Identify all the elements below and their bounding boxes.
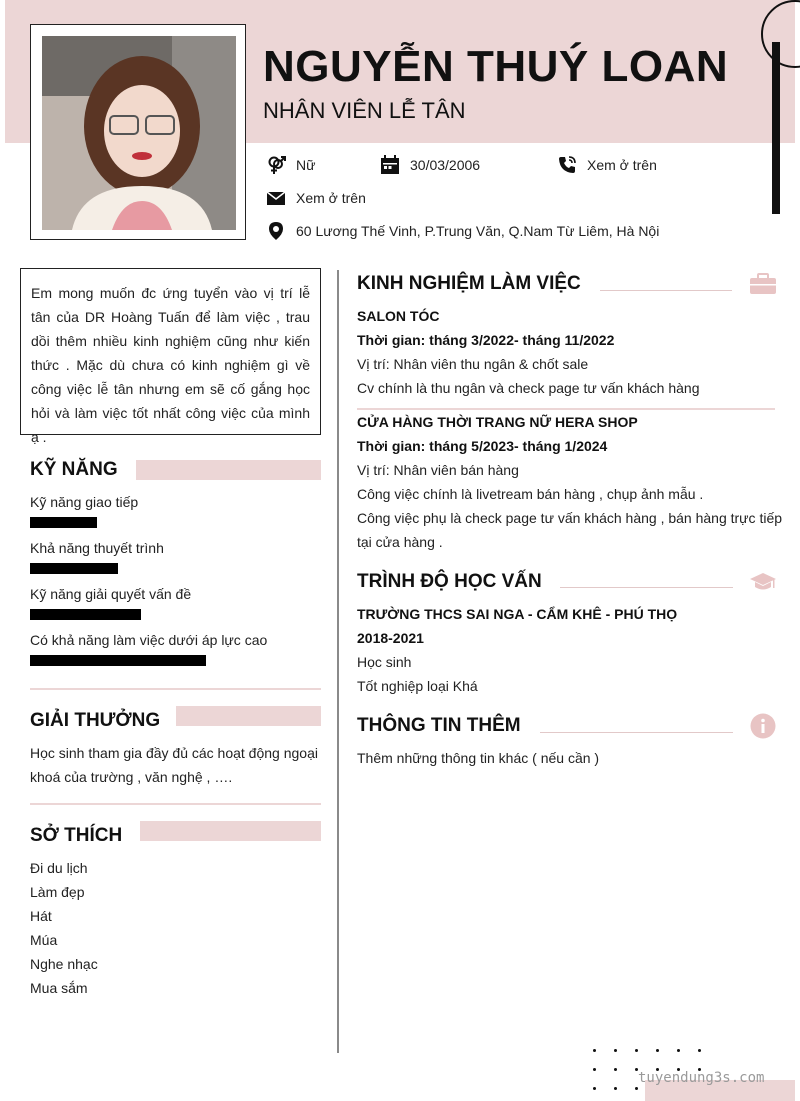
awards-title-bar	[176, 706, 321, 726]
job-detail: Công việc chính là livetream bán hàng , chụp ảnh mẫu .	[357, 486, 704, 502]
skill-level-bar	[30, 563, 118, 574]
skill-label: Khả năng thuyết trình	[30, 540, 164, 556]
job-detail: tại cửa hàng .	[357, 534, 443, 550]
hobby-item: Hát	[30, 908, 52, 924]
job-title: NHÂN VIÊN LỄ TÂN	[263, 98, 466, 123]
additional-info-text: Thêm những thông tin khác ( nếu cần )	[357, 750, 600, 766]
column-divider	[337, 270, 339, 1053]
hobby-item: Nghe nhạc	[30, 956, 98, 972]
phone-icon	[557, 155, 577, 175]
job-divider	[357, 408, 775, 410]
job-detail: Cv chính là thu ngân và check page tư vấn khách hàng	[357, 380, 700, 396]
hobby-item: Mua sắm	[30, 980, 88, 996]
job-period: Thời gian: tháng 5/2023- tháng 1/2024	[357, 438, 608, 454]
birthday-value: 30/03/2006	[410, 157, 481, 173]
awards-line: khoá của trường , văn nghệ , ….	[30, 769, 233, 785]
gender-item	[266, 155, 315, 175]
additional-info-title-line	[540, 732, 733, 733]
profile-photo	[42, 36, 236, 230]
info-icon	[750, 713, 776, 739]
hobby-item: Đi du lịch	[30, 860, 88, 876]
awards-title: GIẢI THƯỞNG	[30, 710, 161, 731]
location-pin-icon	[266, 221, 286, 241]
hobby-item: Làm đẹp	[30, 884, 85, 900]
phone-value: Xem ở trên	[587, 157, 657, 173]
job-detail: Công việc phụ là check page tư vấn khách hàng , bán hàng trực tiếp	[357, 510, 783, 526]
career-objective: Em mong muốn đc ứng tuyển vào vị trí lễ tân của DR Hoàng Tuấn để làm việc , trau dồi thêm nhiều kinh nghiệm cũng như kiến thức . Mặc dù chưa có kinh nghiệm gì về công việc lễ tân nhưng em sẽ cố gắng học hỏi và làm việc tốt nhất công việc của mình ạ .	[20, 268, 321, 435]
skill-label: Có khả năng làm việc dưới áp lực cao	[30, 632, 268, 648]
job-company: CỬA HÀNG THỜI TRANG NỮ HERA SHOP	[357, 414, 638, 430]
job-detail: Vị trí: Nhân viên bán hàng	[357, 462, 519, 478]
address-item	[266, 221, 659, 241]
email-value: Xem ở trên	[296, 190, 366, 206]
education-detail: Học sinh	[357, 654, 412, 670]
experience-title-line	[600, 290, 732, 291]
skill-label: Kỹ năng giải quyết vấn đề	[30, 586, 192, 602]
hobby-item: Múa	[30, 932, 58, 948]
hobbies-title-bar	[140, 821, 321, 841]
skill-label: Kỹ năng giao tiếp	[30, 494, 139, 510]
calendar-icon	[380, 155, 400, 175]
briefcase-icon	[750, 273, 776, 295]
birthday-item	[380, 155, 480, 175]
skills-title: KỸ NĂNG	[30, 459, 118, 480]
graduation-cap-icon	[750, 572, 776, 592]
job-detail: Vị trí: Nhân viên thu ngân & chốt sale	[357, 356, 589, 372]
experience-title: KINH NGHIỆM LÀM VIỆC	[357, 273, 581, 294]
job-period: Thời gian: tháng 3/2022- tháng 11/2022	[357, 332, 615, 348]
email-item	[266, 188, 366, 208]
education-detail: Tốt nghiệp loại Khá	[357, 678, 478, 694]
mail-icon	[266, 188, 286, 208]
awards-line: Học sinh tham gia đầy đủ các hoạt động ngoại	[30, 745, 318, 761]
phone-item	[557, 155, 657, 175]
additional-info-title: THÔNG TIN THÊM	[357, 715, 521, 736]
gender-value: Nữ	[296, 157, 316, 173]
candidate-name: NGUYỄN THUÝ LOAN	[263, 42, 729, 91]
gender-icon	[266, 155, 286, 175]
school-years: 2018-2021	[357, 630, 424, 646]
decorative-bar	[772, 42, 780, 214]
education-title: TRÌNH ĐỘ HỌC VẤN	[357, 571, 542, 592]
section-divider	[30, 803, 321, 805]
section-divider	[30, 688, 321, 690]
education-title-line	[560, 587, 733, 588]
skill-level-bar	[30, 517, 97, 528]
address-value: 60 Lương Thế Vinh, P.Trung Văn, Q.Nam Từ Liêm, Hà Nội	[296, 223, 660, 239]
skills-title-bar	[136, 460, 321, 480]
skill-level-bar	[30, 609, 141, 620]
job-company: SALON TÓC	[357, 308, 440, 324]
skill-level-bar	[30, 655, 206, 666]
hobbies-title: SỞ THÍCH	[30, 825, 123, 846]
school-name: TRƯỜNG THCS SAI NGA - CẨM KHÊ - PHÚ THỌ	[357, 606, 678, 622]
watermark-text: tuyendung3s.com	[638, 1070, 765, 1086]
